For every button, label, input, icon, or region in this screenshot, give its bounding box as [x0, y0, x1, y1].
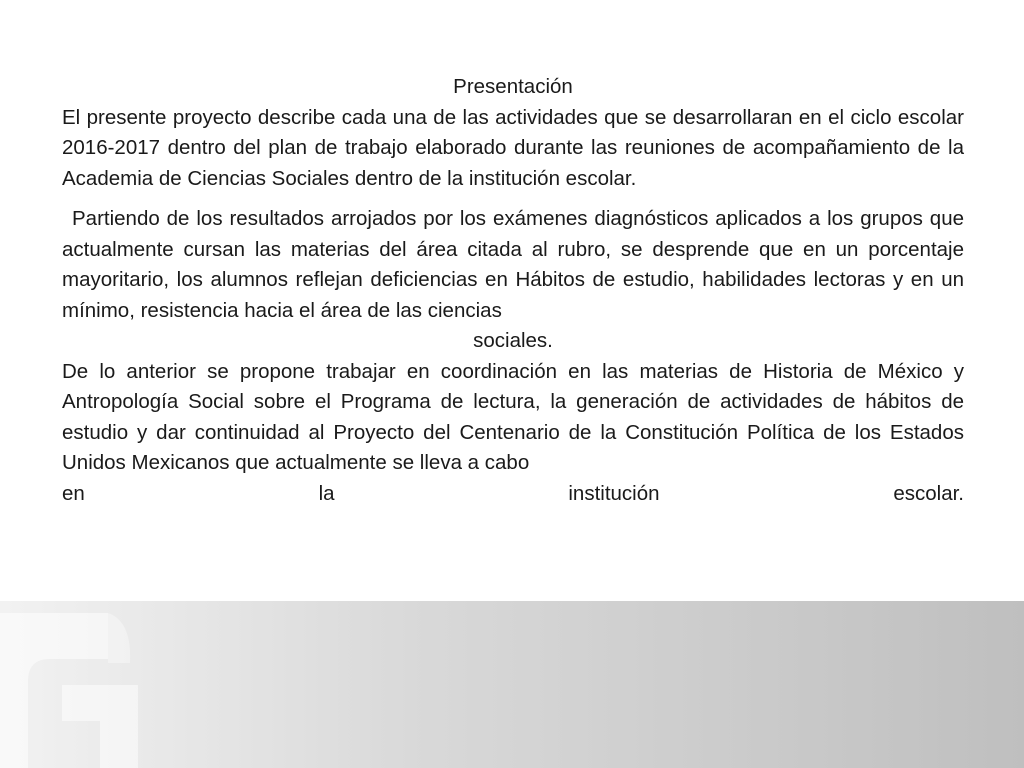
slide-text-block	[62, 72, 964, 509]
paragraph-diagnostics: Partiendo de los resultados arrojados por los exámenes diagnósticos aplicados a los grupos que actualmente cursan las materias del área citada al rubro, se desprende que en un porcentaje mayoritario, los alumnos reflejan deficiencias en Hábitos de estudio, habilidades lectoras y en un mínimo, resistencia hacia el área de las ciencias	[62, 207, 964, 322]
g-logo-icon	[0, 601, 160, 768]
paragraph-proposal-tail: en la institución escolar.	[62, 481, 964, 505]
paragraph-diagnostics-tail: sociales.	[473, 329, 553, 352]
paragraph-proposal: De lo anterior se propone trabajar en coordinación en las materias de Historia de México y Antropología Social sobre el Programa de lectura, la generación de actividades de hábitos de estudio y dar continuidad al Proyecto del Centenario de la Constitución Política de los Estados Unidos Mexicanos que actualmente se lleva a cabo	[62, 359, 964, 474]
slide-heading: Presentación	[453, 75, 573, 98]
paragraph-intro: El presente proyecto describe cada una de las actividades que se desarrollaran en el ciclo escolar 2016-2017 dentro del plan de trabajo elaborado durante las reuniones de acompañamiento de la Academia de Ciencias Sociales dentro de la institución escolar.	[62, 105, 964, 190]
